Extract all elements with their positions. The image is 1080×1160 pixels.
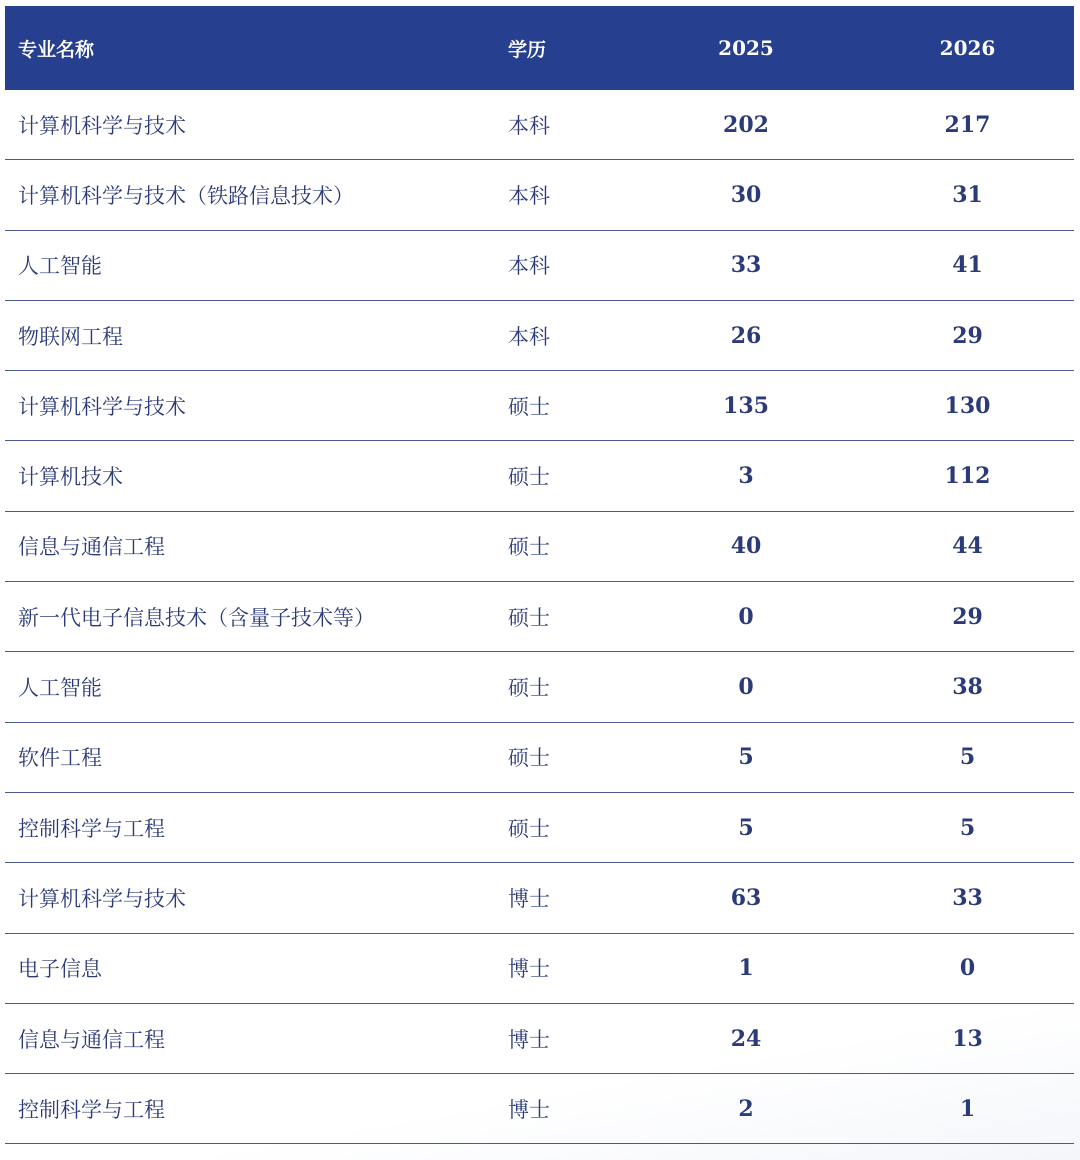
- major-name-cell: 计算机科学与技术（铁路信息技术）: [18, 183, 354, 208]
- table-row: [5, 1004, 1074, 1074]
- table-row: [5, 512, 1074, 582]
- major-name-cell: 信息与通信工程: [18, 1027, 165, 1052]
- table-row: [5, 723, 1074, 793]
- table-body: [5, 90, 1074, 1144]
- degree-level-cell: 硕士: [508, 676, 550, 701]
- header-year-2026: 2026: [939, 36, 996, 60]
- major-name-cell: 计算机科学与技术: [18, 113, 186, 138]
- major-name-cell: 计算机技术: [18, 465, 123, 490]
- count-2025-cell: 135: [723, 392, 769, 419]
- degree-level-cell: 本科: [508, 254, 550, 279]
- count-2026-cell: 217: [944, 111, 991, 138]
- count-2026-cell: 5: [959, 744, 976, 771]
- major-name-cell: 物联网工程: [18, 324, 123, 349]
- count-2025-cell: 5: [738, 744, 754, 771]
- count-2026-cell: 13: [952, 1025, 983, 1052]
- degree-level-cell: 硕士: [508, 465, 550, 490]
- table-row: [5, 441, 1074, 511]
- major-name-cell: 计算机科学与技术: [18, 394, 186, 419]
- degree-level-cell: 博士: [508, 1027, 550, 1052]
- count-2026-cell: 0: [959, 955, 976, 982]
- count-2026-cell: 41: [952, 252, 983, 279]
- header-degree-level: 学历: [508, 38, 547, 61]
- major-name-cell: 信息与通信工程: [18, 535, 165, 560]
- count-2026-cell: 29: [952, 322, 983, 349]
- degree-level-cell: 硕士: [508, 605, 550, 630]
- major-name-cell: 控制科学与工程: [18, 816, 165, 841]
- count-2025-cell: 2: [738, 1095, 754, 1122]
- count-2026-cell: 33: [952, 884, 983, 911]
- table-row: [5, 90, 1074, 160]
- table-row: [5, 652, 1074, 722]
- table-row: [5, 231, 1074, 301]
- major-name-cell: 软件工程: [18, 746, 102, 771]
- count-2026-cell: 29: [952, 603, 983, 630]
- table-row: [5, 301, 1074, 371]
- degree-level-cell: 硕士: [508, 746, 550, 771]
- count-2025-cell: 63: [730, 884, 762, 911]
- table-row: [5, 582, 1074, 652]
- table-row: [5, 371, 1074, 441]
- degree-level-cell: 本科: [508, 324, 550, 349]
- count-2026-cell: 112: [944, 463, 991, 490]
- count-2026-cell: 1: [959, 1095, 976, 1122]
- major-name-cell: 计算机科学与技术: [18, 886, 186, 911]
- count-2025-cell: 24: [730, 1025, 762, 1052]
- degree-level-cell: 硕士: [508, 816, 550, 841]
- degree-level-cell: 硕士: [508, 535, 550, 560]
- major-name-cell: 电子信息: [18, 957, 102, 982]
- count-2025-cell: 1: [738, 955, 754, 982]
- table-row: [5, 1074, 1074, 1144]
- count-2025-cell: 202: [723, 111, 769, 138]
- enrollment-table: [5, 6, 1074, 1144]
- count-2025-cell: 0: [738, 674, 754, 701]
- major-name-cell: 人工智能: [18, 254, 102, 279]
- count-2025-cell: 0: [738, 603, 754, 630]
- degree-level-cell: 本科: [508, 183, 550, 208]
- count-2026-cell: 130: [944, 392, 991, 419]
- major-name-cell: 人工智能: [18, 676, 102, 701]
- table-header: [5, 6, 1074, 90]
- count-2025-cell: 33: [730, 252, 762, 279]
- table-row: [5, 160, 1074, 230]
- degree-level-cell: 博士: [508, 1097, 550, 1122]
- count-2026-cell: 5: [959, 814, 976, 841]
- degree-level-cell: 硕士: [508, 394, 550, 419]
- count-2026-cell: 44: [952, 533, 983, 560]
- degree-level-cell: 博士: [508, 886, 550, 911]
- count-2026-cell: 38: [952, 674, 983, 701]
- table-row: [5, 793, 1074, 863]
- header-year-2025: 2025: [718, 36, 774, 60]
- count-2025-cell: 5: [738, 814, 754, 841]
- table-row: [5, 863, 1074, 933]
- count-2025-cell: 30: [730, 181, 762, 208]
- table-row: [5, 934, 1074, 1004]
- degree-level-cell: 博士: [508, 957, 550, 982]
- count-2025-cell: 26: [730, 322, 762, 349]
- count-2025-cell: 40: [730, 533, 762, 560]
- header-major-name: 专业名称: [18, 38, 95, 61]
- major-name-cell: 新一代电子信息技术（含量子技术等）: [18, 605, 375, 630]
- count-2026-cell: 31: [952, 181, 983, 208]
- count-2025-cell: 3: [738, 463, 754, 490]
- major-name-cell: 控制科学与工程: [18, 1097, 165, 1122]
- degree-level-cell: 本科: [508, 113, 550, 138]
